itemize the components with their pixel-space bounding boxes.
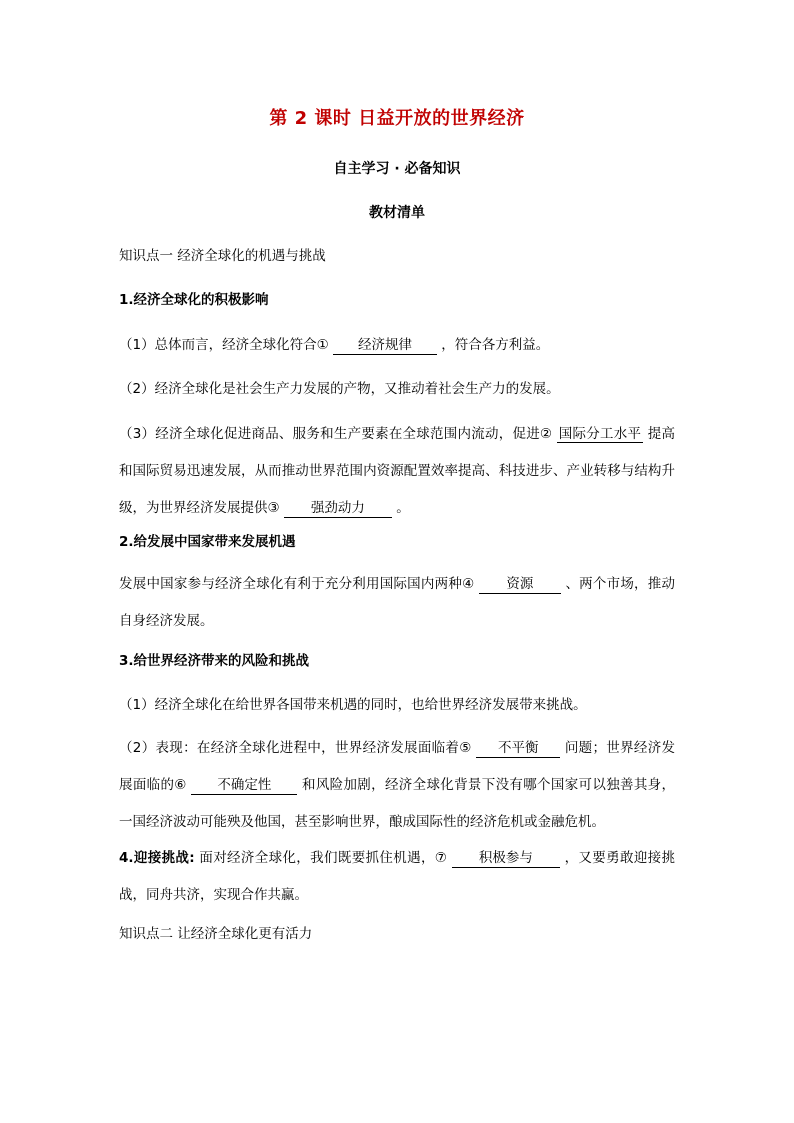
section-heading: 自主学习 · 必备知识 — [333, 161, 461, 177]
answer-blank-2: 国际分工水平 — [558, 426, 642, 442]
heading-risks: 3.给世界经济带来的风险和挑战 — [119, 653, 310, 669]
paragraph-2: （2）经济全球化是社会生产力发展的产物，又推动着社会生产力的发展。 — [119, 381, 560, 397]
paragraph-6-tail: 和风险加剧，经济全球化背景下没有哪个国家可以独善其身，一国经济波动可能殃及他国，甚至影响世界，酿成国际性的经济危机或金融危机。 — [119, 777, 676, 830]
subsection-heading: 教材清单 — [369, 205, 425, 221]
answer-blank-6: 不确定性 — [191, 776, 297, 795]
heading-opportunities: 2.给发展中国家带来发展机遇 — [119, 534, 296, 550]
paragraph-3-tail: 。 — [396, 500, 410, 516]
answer-blank-3: 强劲动力 — [284, 499, 392, 518]
answer-blank-7: 积极参与 — [452, 849, 560, 868]
heading-positive-impact: 1.经济全球化的积极影响 — [119, 292, 269, 308]
answer-blank-5: 不平衡 — [476, 739, 560, 758]
paragraph-7 — [119, 840, 675, 914]
knowledge-point-1: 知识点一 经济全球化的机遇与挑战 — [119, 248, 326, 264]
paragraph-6-text: （2）表现：在经济全球化进程中，世界经济发展面临着⑤ — [119, 740, 472, 756]
paragraph-5: （1）经济全球化在给世界各国带来机遇的同时，也给世界经济发展带来挑战。 — [119, 697, 587, 713]
paragraph-6-mid: 问题；世界经济发展面临的⑥ — [119, 740, 676, 793]
paragraph-3 — [119, 416, 675, 527]
paragraph-4-text: 发展中国家参与经济全球化有利于充分利用国际国内两种④ — [119, 576, 475, 592]
paragraph-1-text: （1）总体而言，经济全球化符合① — [119, 337, 329, 353]
paragraph-4-tail: 、两个市场，推动自身经济发展。 — [119, 576, 675, 629]
paragraph-1 — [119, 335, 675, 355]
answer-blank-1: 经济规律 — [333, 336, 437, 355]
paragraph-3-mid: 提高和国际贸易迅速发展，从而推动世界范围内资源配置效率提高、科技进步、产业转移与结构升级，为世界经济发展提供③ — [119, 426, 675, 516]
paragraph-1-tail: ，符合各方利益。 — [441, 337, 550, 353]
paragraph-7-text: 面对经济全球化，我们既要抓住机遇，⑦ — [199, 850, 448, 866]
knowledge-point-2: 知识点二 让经济全球化更有活力 — [119, 926, 313, 942]
paragraph-7-lead: 4.迎接挑战: — [119, 850, 195, 866]
paragraph-6 — [119, 730, 675, 841]
answer-blank-4: 资源 — [479, 575, 561, 594]
paragraph-4 — [119, 566, 675, 640]
page-title: 第 2 课时 日益开放的世界经济 — [269, 108, 525, 129]
paragraph-3-text: （3）经济全球化促进商品、服务和生产要素在全球范围内流动，促进② — [119, 426, 553, 442]
paragraph-7-tail: ，又要勇敢迎接挑战，同舟共济，实现合作共赢。 — [119, 850, 676, 903]
